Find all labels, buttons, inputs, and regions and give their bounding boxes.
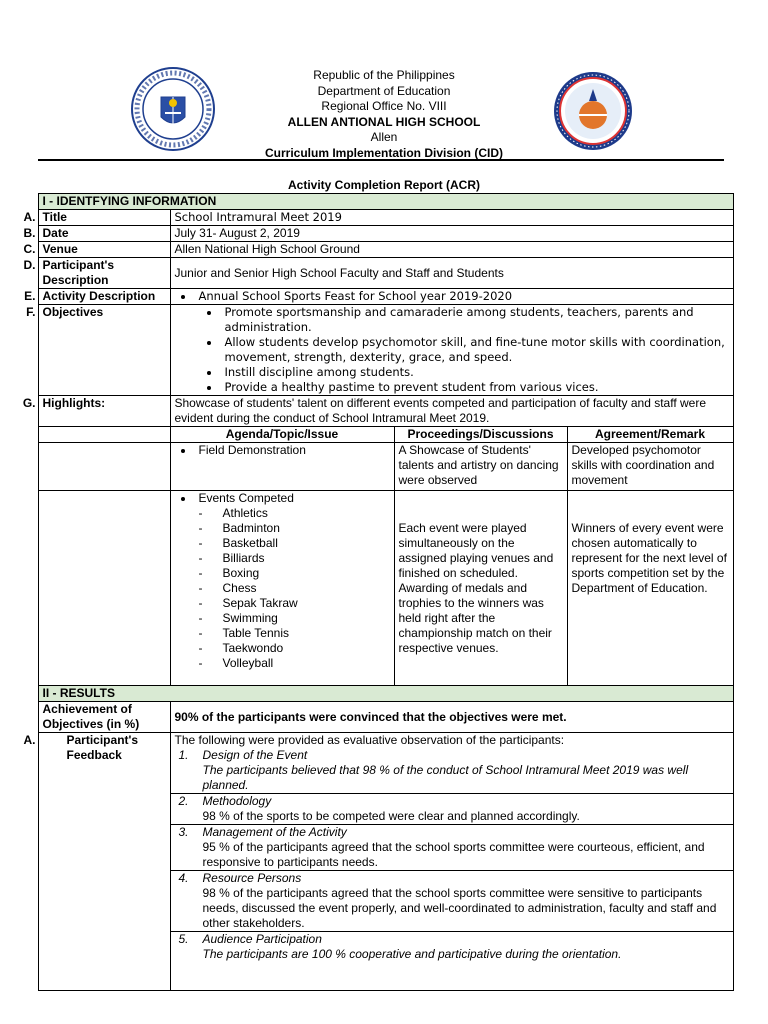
feedback-heading: Management of the Activity: [202, 825, 347, 839]
info-row-date: [22, 226, 733, 242]
objectives-row: [22, 305, 733, 396]
feedback-heading: Methodology: [202, 794, 272, 808]
section2-heading: II - RESULTS: [38, 686, 733, 702]
highlights-row: [22, 396, 733, 427]
row-value: School Intramural Meet 2019: [170, 210, 733, 226]
feedback-item: [170, 733, 733, 794]
agenda-proceedings: A Showcase of Students' talents and artistry on dancing were observed: [394, 443, 567, 491]
row-label: Venue: [38, 242, 170, 258]
row-value: Allen National High School Ground: [170, 242, 733, 258]
feedback-text: 98 % of the participants agreed that the school sports committee were sensitive to participants needs, discussed the event properly, and well-coordinated to administration, faculty and staff and other stakeholders.: [202, 886, 717, 930]
acr-table: [22, 193, 734, 991]
row-letter: G.: [22, 395, 36, 410]
section1-heading-row: [22, 194, 733, 210]
agenda-row: [22, 443, 733, 491]
row-value: July 31- August 2, 2019: [170, 226, 733, 242]
col-remark: Agreement/Remark: [567, 427, 733, 443]
info-row-title: [22, 210, 733, 226]
event-item: - Badminton: [223, 521, 390, 536]
feedback-number: 1.: [178, 748, 189, 762]
agenda-topic: • Events Competed: [195, 491, 390, 506]
row-label: Activity Description: [38, 289, 170, 305]
activity-description: • Annual School Sports Feast for School year 2019-2020: [195, 289, 729, 304]
feedback-number: 3.: [178, 825, 189, 839]
row-letter: F.: [26, 304, 36, 319]
header-line2: Department of Education: [317, 83, 451, 98]
section2-heading-row: [22, 686, 733, 702]
division-name: Curriculum Implementation Division (CID): [264, 145, 504, 160]
row-value: Junior and Senior High School Faculty and Staff and Students: [170, 258, 733, 289]
row-letter: A.: [23, 732, 36, 747]
feedback-text: 98 % of the sports to be competed were clear and planned accordingly.: [202, 809, 580, 823]
row-letter: A.: [23, 209, 36, 224]
agenda-topic-cell: [170, 491, 394, 686]
row-letter: E.: [24, 288, 36, 303]
header-line3: Regional Office No. VIII: [321, 99, 447, 113]
objective-item: • Promote sportsmanship and camaraderie among students, teachers, parents and administration.: [221, 305, 729, 335]
feedback-intro: The following were provided as evaluative observation of the participants:: [174, 733, 565, 747]
objective-item: • Provide a healthy pastime to prevent student from various vices.: [221, 380, 729, 395]
feedback-number: 5.: [178, 932, 189, 946]
event-item: - Sepak Takraw: [223, 596, 390, 611]
feedback-text: The participants are 100 % cooperative and participative during the orientation.: [202, 947, 622, 961]
event-item: - Volleyball: [223, 656, 390, 671]
info-row-venue: [22, 242, 733, 258]
feedback-item: [170, 825, 733, 871]
header-town: Allen: [370, 130, 398, 144]
objective-item: • Allow students develop psychomotor skill, and fine-tune motor skills with coordination, movement, strength, dexterity, grace, and speed.: [221, 335, 729, 365]
col-proceedings: Proceedings/Discussions: [394, 427, 567, 443]
event-item: - Taekwondo: [223, 641, 390, 656]
event-item: - Athletics: [223, 506, 390, 521]
objectives-list-cell: [170, 305, 733, 396]
feedback-item: [170, 871, 733, 932]
row-letter: D.: [23, 257, 36, 272]
feedback-item: [170, 794, 733, 825]
letterhead: [0, 68, 768, 161]
agenda-remark: Developed psychomotor skills with coordination and movement: [567, 443, 733, 491]
agenda-topic-cell: [170, 443, 394, 491]
highlights-text: Showcase of students' talent on different events competed and participation of faculty and staff were evident during the conduct of School Intramural Meet 2019.: [170, 396, 733, 427]
achievement-row: [22, 702, 733, 733]
feedback-number: 4.: [178, 871, 189, 885]
feedback-text: The participants believed that 98 % of the conduct of School Intramural Meet 2019 was well planned.: [202, 763, 689, 792]
feedback-heading: Resource Persons: [202, 871, 302, 885]
event-item: - Boxing: [223, 566, 390, 581]
feedback-row: [22, 733, 733, 794]
row-label: Date: [38, 226, 170, 242]
row-label: Objectives: [38, 305, 170, 396]
row-letter: B.: [23, 225, 36, 240]
event-item: - Swimming: [223, 611, 390, 626]
objective-item: • Instill discipline among students.: [221, 365, 729, 380]
row-label: Participant's Description: [38, 258, 170, 289]
row-label: Title: [38, 210, 170, 226]
row-letter: C.: [23, 241, 36, 256]
feedback-item: [170, 932, 733, 991]
event-item: - Table Tennis: [223, 626, 390, 641]
feedback-heading: Audience Participation: [202, 932, 322, 946]
achievement-label: Achievement of Objectives (in %): [38, 702, 170, 733]
info-row-activity: [22, 289, 733, 305]
event-item: - Basketball: [223, 536, 390, 551]
feedback-label: Participant's Feedback: [38, 733, 170, 991]
feedback-heading: Design of the Event: [202, 748, 308, 762]
header-divider: [38, 159, 724, 161]
row-label: Highlights:: [38, 396, 170, 427]
header-line1: Republic of the Philippines: [313, 68, 455, 82]
col-agenda: Agenda/Topic/Issue: [170, 427, 394, 443]
event-item: - Chess: [223, 581, 390, 596]
agenda-topic: • Field Demonstration: [195, 443, 390, 458]
feedback-text: 95 % of the participants agreed that the school sports committee were courteous, efficient, and responsive to participants needs.: [202, 840, 705, 869]
report-title: Activity Completion Report (ACR): [288, 178, 480, 192]
agenda-remark: Winners of every event were chosen automatically to represent for the next level of sports competition set by the Department of Education.: [567, 491, 733, 686]
info-row-participants: [22, 258, 733, 289]
section1-heading: I - IDENTFYING INFORMATION: [38, 194, 733, 210]
feedback-number: 2.: [178, 794, 189, 808]
event-item: - Billiards: [223, 551, 390, 566]
achievement-value: 90% of the participants were convinced that the objectives were met.: [170, 702, 733, 733]
school-name: ALLEN ANTIONAL HIGH SCHOOL: [287, 114, 481, 129]
row-value: [170, 289, 733, 305]
agenda-proceedings: Each event were played simultaneously on the assigned playing venues and finished on scheduled. Awarding of medals and trophies to the winners was held right after the championship match on their respective venues.: [394, 491, 567, 686]
agenda-header-row: [22, 427, 733, 443]
agenda-row: [22, 491, 733, 686]
